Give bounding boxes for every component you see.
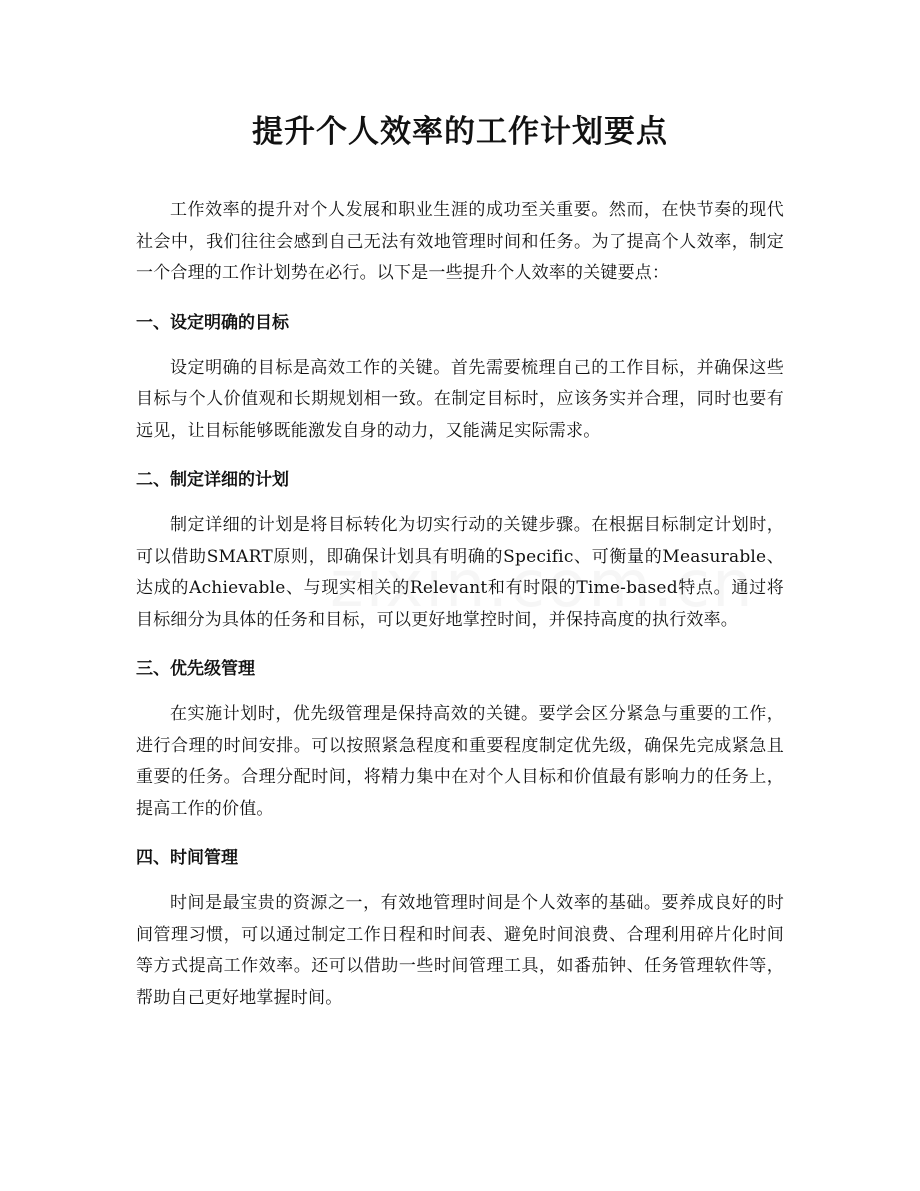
section-paragraph: 在实施计划时，优先级管理是保持高效的关键。要学会区分紧急与重要的工作，进行合理的时间安排。可以按照紧急程度和重要程度制定优先级，确保先完成紧急且重要的任务。合理分配时间，将精力集中在对个人目标和价值最有影响力的任务上，提高工作的价值。 xyxy=(136,704,784,819)
section-priority xyxy=(136,657,784,825)
document-title: 提升个人效率的工作计划要点 xyxy=(252,114,668,150)
section-heading: 一、设定明确的目标 xyxy=(136,312,289,333)
section-paragraph: 时间是最宝贵的资源之一，有效地管理时间是个人效率的基础。要养成良好的时间管理习惯，可以通过制定工作日程和时间表、避免时间浪费、合理利用碎片化时间等方式提高工作效率。还可以借助一些时间管理工具，如番茄钟、任务管理软件等，帮助自己更好地掌握时间。 xyxy=(136,893,784,1008)
section-heading: 三、优先级管理 xyxy=(136,659,255,679)
section-paragraph: 制定详细的计划是将目标转化为切实行动的关键步骤。在根据目标制定计划时，可以借助SMART原则，即确保计划具有明确的Specific、可衡量的Measurable、达成的Achievable、与现实相关的Relevant和有时限的Time-based特点。通过将目标细分为具体的任务和目标，可以更好地掌控时间，并保持高度的执行效率。 xyxy=(136,515,784,630)
section-plan xyxy=(136,468,784,636)
section-goals xyxy=(136,311,784,448)
section-heading: 四、时间管理 xyxy=(136,848,238,868)
intro-paragraph: 工作效率的提升对个人发展和职业生涯的成功至关重要。然而，在快节奏的现代社会中，我们往往会感到自己无法有效地管理时间和任务。为了提高个人效率，制定一个合理的工作计划势在必行。以下是一些提升个人效率的关键要点： xyxy=(136,200,784,283)
intro-block xyxy=(136,195,784,290)
document-page xyxy=(136,0,784,1014)
section-heading: 二、制定详细的计划 xyxy=(136,470,289,490)
section-time xyxy=(136,846,784,1014)
section-paragraph: 设定明确的目标是高效工作的关键。首先需要梳理自己的工作目标，并确保这些目标与个人价值观和长期规划相一致。在制定目标时，应该务实并合理，同时也要有远见，让目标能够既能激发自身的动力，又能满足实际需求。 xyxy=(136,357,784,441)
